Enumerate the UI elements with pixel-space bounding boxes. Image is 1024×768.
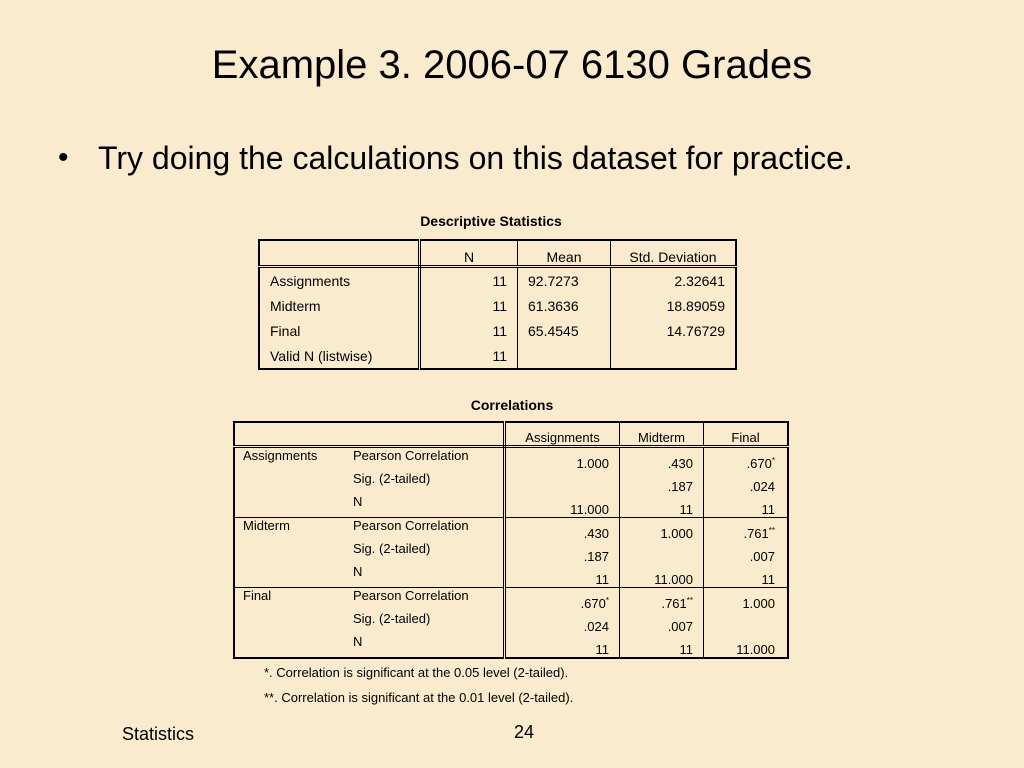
cell: 11 [505, 564, 620, 588]
cell: 11.000 [736, 642, 775, 657]
header-mean: Mean [518, 240, 611, 267]
table-row [259, 343, 736, 369]
cell: 11.000 [505, 494, 620, 518]
table-row [259, 293, 736, 318]
correlations-caption: Correlations [470, 397, 554, 413]
cell-n: 11 [420, 293, 518, 318]
table-row [234, 518, 788, 542]
stat-label: N [349, 634, 505, 658]
descriptive-caption: Descriptive Statistics [420, 213, 562, 229]
cell-mean: 61.3636 [518, 293, 611, 318]
cell: 1.000 [620, 518, 704, 542]
table-row [234, 588, 788, 612]
table-row [259, 318, 736, 343]
row-label: Final [259, 318, 420, 343]
cell: .670* [746, 456, 775, 471]
descriptive-table [258, 239, 737, 370]
footnote-01: **. Correlation is significant at the 0.01 level (2-tailed). [264, 690, 574, 705]
cell: 11 [620, 494, 704, 518]
cell-n: 11 [420, 267, 518, 294]
cell: .007 [620, 611, 704, 634]
header-midterm: Midterm [620, 422, 704, 447]
cell: .761** [743, 526, 775, 541]
header-final: Final [704, 422, 789, 447]
header-blank [259, 240, 420, 267]
cell: .187 [620, 471, 704, 494]
cell: .187 [505, 541, 620, 564]
cell: 11 [620, 634, 704, 658]
row-label: Valid N (listwise) [259, 343, 420, 369]
cell: 11 [704, 564, 789, 588]
table-row [259, 267, 736, 294]
cell-sd: 14.76729 [666, 322, 725, 339]
header-sd: Std. Deviation [611, 240, 737, 267]
correlations-header-row [234, 422, 788, 447]
group-label: Assignments [234, 447, 349, 518]
header-n: N [420, 240, 518, 267]
cell-mean: 65.4545 [518, 318, 611, 343]
cell-mean [518, 343, 611, 369]
cell-sd: 18.89059 [666, 297, 725, 314]
table-row [234, 447, 788, 472]
header-blank [349, 422, 505, 447]
stat-label: Pearson Correlation [349, 518, 505, 542]
bullet-glyph: • [58, 141, 69, 174]
cell-mean: 92.7273 [518, 267, 611, 294]
stat-label: Sig. (2-tailed) [349, 541, 505, 564]
cell: .024 [505, 611, 620, 634]
stat-label: Sig. (2-tailed) [349, 471, 505, 494]
header-assignments: Assignments [505, 422, 620, 447]
cell: .430 [620, 447, 704, 472]
cell [505, 471, 620, 494]
group-label: Midterm [234, 518, 349, 588]
correlations-table [233, 421, 789, 659]
cell: .761** [620, 588, 704, 612]
cell [704, 611, 789, 634]
stat-label: N [349, 494, 505, 518]
cell: .007 [749, 549, 775, 564]
cell-sd [611, 343, 737, 369]
page-number: 24 [514, 722, 535, 742]
cell: 11.000 [620, 564, 704, 588]
cell: 1.000 [742, 596, 775, 611]
cell: 11 [704, 494, 789, 518]
stat-label: Pearson Correlation [349, 588, 505, 612]
stat-label: Pearson Correlation [349, 447, 505, 472]
bullet-point [58, 138, 853, 178]
cell: 11 [505, 634, 620, 658]
row-label: Assignments [259, 267, 420, 294]
cell: 1.000 [505, 447, 620, 472]
footer-course: Statistics [122, 724, 195, 744]
descriptive-header-row [259, 240, 736, 267]
cell-n: 11 [420, 318, 518, 343]
stat-label: N [349, 564, 505, 588]
row-label: Midterm [259, 293, 420, 318]
cell: .430 [505, 518, 620, 542]
cell: .024 [749, 479, 775, 494]
stat-label: Sig. (2-tailed) [349, 611, 505, 634]
group-label: Final [243, 588, 272, 603]
bullet-text: Try doing the calculations on this dataset for practice. [98, 140, 853, 176]
slide-title: Example 3. 2006-07 6130 Grades [211, 43, 813, 87]
footnote-05: *. Correlation is significant at the 0.05 level (2-tailed). [264, 665, 569, 680]
header-blank [234, 422, 349, 447]
cell [620, 541, 704, 564]
cell-n: 11 [420, 343, 518, 369]
cell: .670* [505, 588, 620, 612]
cell-sd: 2.32641 [674, 272, 725, 289]
